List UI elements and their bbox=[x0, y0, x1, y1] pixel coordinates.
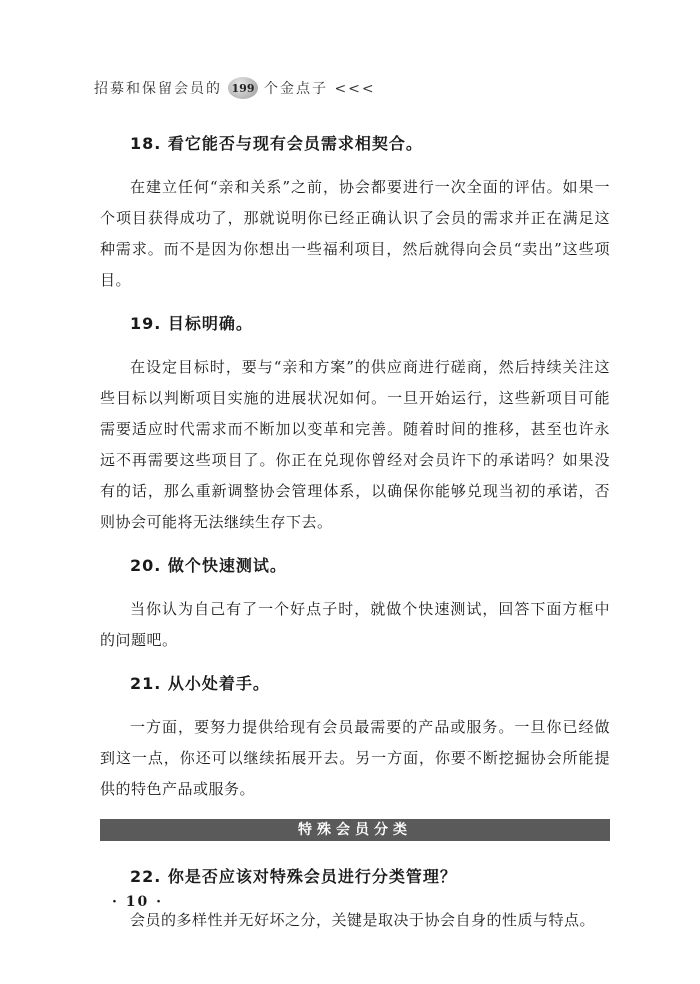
number-badge: 199 bbox=[228, 77, 258, 99]
running-header bbox=[94, 76, 376, 100]
category-band-title: 特殊会员分类 bbox=[100, 819, 610, 841]
section-18 bbox=[100, 130, 610, 296]
header-title-after: 个金点子 <<< bbox=[264, 81, 376, 97]
section-21 bbox=[100, 670, 610, 805]
section-heading: 22. 你是否应该对特殊会员进行分类管理？ bbox=[130, 867, 457, 886]
section-heading: 19. 目标明确。 bbox=[130, 314, 253, 333]
section-paragraph: 在建立任何“亲和关系”之前，协会都要进行一次全面的评估。如果一个项目获得成功了，那就说明你已经正确认识了会员的需求并正在满足这种需求。而不是因为你想出一些福利项目，然后就得向会员“卖出”这些项目。 bbox=[100, 178, 610, 289]
section-paragraph: 一方面，要努力提供给现有会员最需要的产品或服务。一旦你已经做到这一点，你还可以继续拓展开去。另一方面，你要不断挖掘协会所能提供的特色产品或服务。 bbox=[100, 718, 610, 798]
section-19 bbox=[100, 310, 610, 538]
page-number: · 10 · bbox=[112, 894, 163, 910]
page-content bbox=[100, 126, 610, 950]
section-paragraph: 当你认为自己有了一个好点子时，就做个快速测试，回答下面方框中的问题吧。 bbox=[100, 600, 610, 649]
section-heading: 20. 做个快速测试。 bbox=[130, 556, 287, 575]
section-heading: 21. 从小处着手。 bbox=[130, 674, 270, 693]
section-22 bbox=[100, 863, 610, 936]
section-paragraph: 在设定目标时，要与“亲和方案”的供应商进行磋商，然后持续关注这些目标以判断项目实施的进展状况如何。一旦开始运行，这些新项目可能需要适应时代需求而不断加以变革和完善。随着时间的推移，甚至也许永远不再需要这些项目了。你正在兑现你曾经对会员许下的承诺吗？如果没有的话，那么重新调整协会管理体系，以确保你能够兑现当初的承诺，否则协会可能将无法继续生存下去。 bbox=[100, 358, 610, 531]
section-heading: 18. 看它能否与现有会员需求相契合。 bbox=[130, 134, 423, 153]
section-paragraph: 会员的多样性并无好坏之分，关键是取决于协会自身的性质与特点。 bbox=[130, 911, 596, 929]
header-title-before: 招募和保留会员的 bbox=[94, 81, 222, 97]
section-20 bbox=[100, 552, 610, 656]
